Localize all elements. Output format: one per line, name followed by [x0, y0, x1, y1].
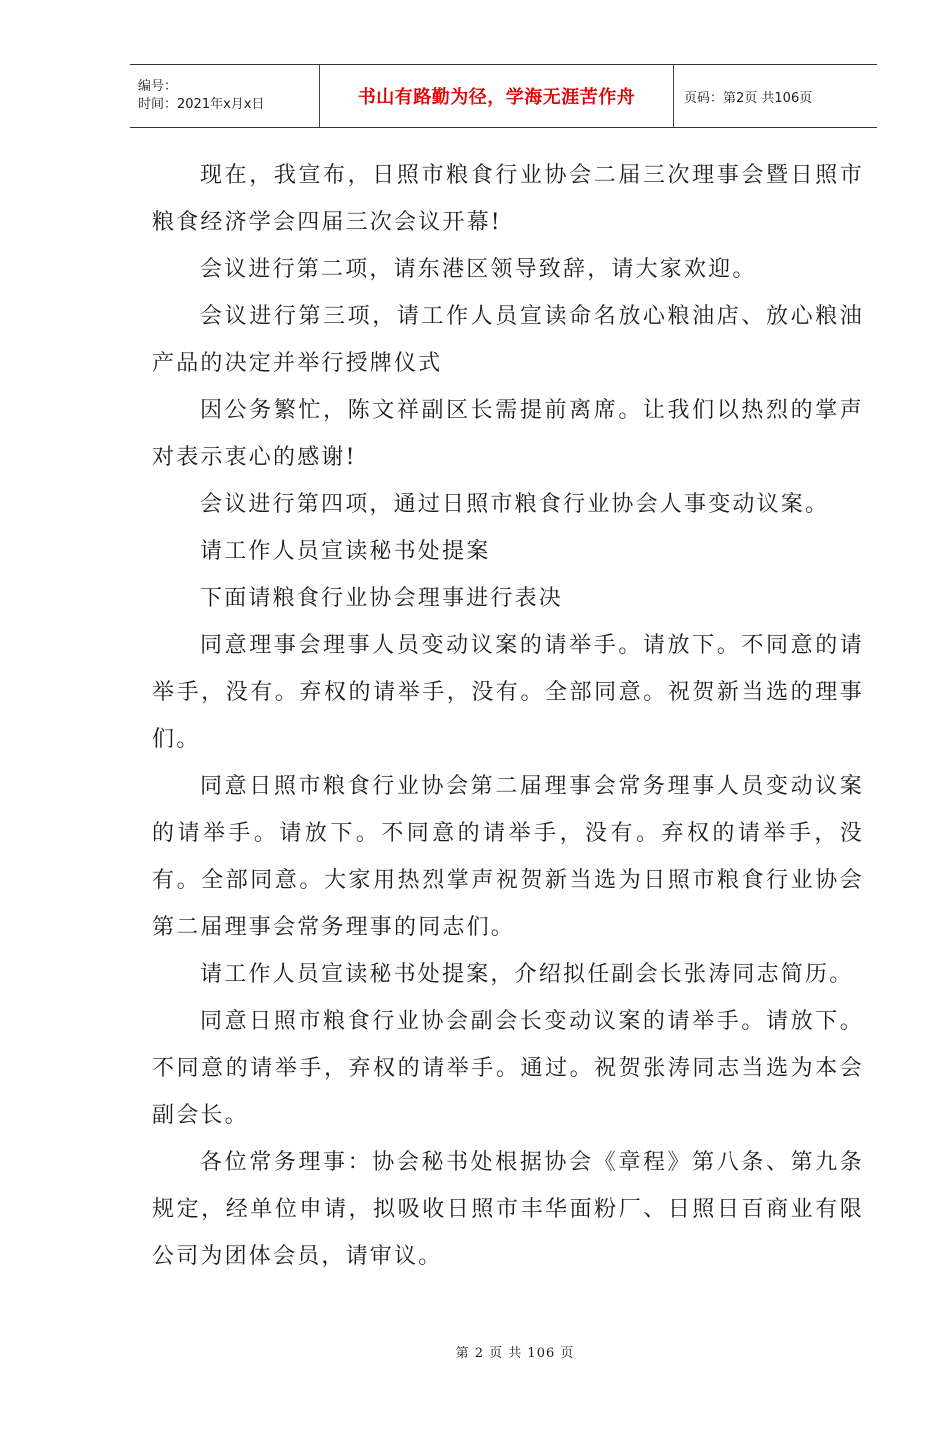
page-header	[130, 64, 877, 128]
serial-number-label: 编号：	[138, 79, 178, 94]
paragraph: 现在，我宣布，日照市粮食行业协会二届三次理事会暨日照市粮食经济学会四届三次会议开幕!	[152, 163, 864, 235]
page-footer: 第 2 页 共 106 页	[455, 1346, 575, 1361]
paragraph: 同意理事会理事人员变动议案的请举手。请放下。不同意的请举手，没有。弃权的请举手，没有。全部同意。祝贺新当选的理事们。	[152, 633, 864, 752]
paragraph: 同意日照市粮食行业协会第二届理事会常务理事人员变动议案的请举手。请放下。不同意的请举手，没有。弃权的请举手，没有。全部同意。大家用热烈掌声祝贺新当选为日照市粮食行业协会第二届理事会常务理事的同志们。	[152, 774, 864, 940]
header-meta	[130, 65, 320, 127]
document-body	[152, 152, 864, 1280]
paragraph: 会议进行第三项，请工作人员宣读命名放心粮油店、放心粮油产品的决定并举行授牌仪式	[152, 304, 864, 376]
header-motto: 书山有路勤为径，学海无涯苦作舟	[320, 65, 674, 127]
date-label: 时间：2021年x月x日	[138, 97, 265, 112]
paragraph: 请工作人员宣读秘书处提案，介绍拟任副会长张涛同志简历。	[200, 962, 854, 987]
paragraph: 请工作人员宣读秘书处提案	[200, 539, 491, 564]
paragraph: 同意日照市粮食行业协会副会长变动议案的请举手。请放下。不同意的请举手，弃权的请举手。通过。祝贺张涛同志当选为本会副会长。	[152, 1009, 864, 1128]
paragraph: 各位常务理事：协会秘书处根据协会《章程》第八条、第九条规定，经单位申请，拟吸收日照市丰华面粉厂、日照日百商业有限公司为团体会员，请审议。	[152, 1150, 864, 1269]
paragraph: 下面请粮食行业协会理事进行表决	[200, 586, 564, 611]
paragraph: 会议进行第四项，通过日照市粮食行业协会人事变动议案。	[200, 492, 830, 517]
paragraph: 会议进行第二项，请东港区领导致辞，请大家欢迎。	[200, 257, 757, 282]
header-page-info: 页码：第2页 共106页	[684, 90, 813, 106]
paragraph: 因公务繁忙，陈文祥副区长需提前离席。让我们以热烈的掌声对表示衷心的感谢!	[152, 398, 864, 470]
